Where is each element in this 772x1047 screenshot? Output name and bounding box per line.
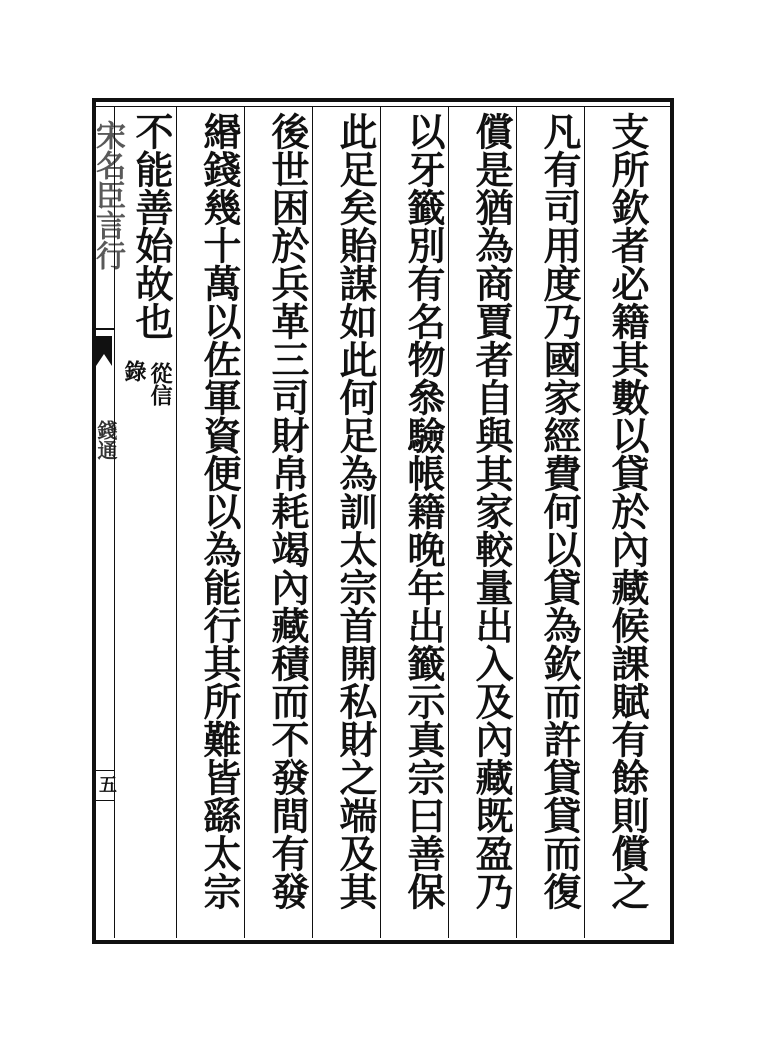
text-column-8: 不能善始故也 (129, 112, 174, 340)
text-column-1: 支所欽者必籍其數以貸於內藏候課賦有餘則償之 (605, 112, 650, 910)
text-column-5: 此足矣貽謀如此何足為訓太宗首開私財之端及其 (333, 112, 378, 910)
text-column-7: 緡錢幾十萬以佐軍資便以為能行其所難皆繇太宗 (197, 112, 242, 910)
margin-page-number: 五 (96, 775, 117, 793)
source-note-line-1: 從信 (147, 362, 173, 406)
page-number-rule-bottom (96, 800, 114, 801)
page-number-rule-top (96, 770, 114, 771)
text-column-6: 後世困於兵革三司財帛耗竭內藏積而不發間有發 (265, 112, 310, 910)
column-rule (114, 106, 115, 938)
text-column-2: 凡有司用度乃國家經費何以貸為欽而許貸貸而復 (537, 112, 582, 910)
fishtail-rule (96, 328, 114, 330)
margin-book-title: 宋名臣言行 (90, 120, 125, 270)
source-note-line-2: 錄 (121, 360, 147, 382)
text-column-4: 以牙籤別有名物叅驗帳籍晚年出籤示真宗曰善保 (401, 112, 446, 910)
margin-section-title: 錢通 (94, 420, 118, 460)
text-column-3: 償是猶為商賈者自與其家較量出入及內藏既盈乃 (469, 112, 514, 910)
